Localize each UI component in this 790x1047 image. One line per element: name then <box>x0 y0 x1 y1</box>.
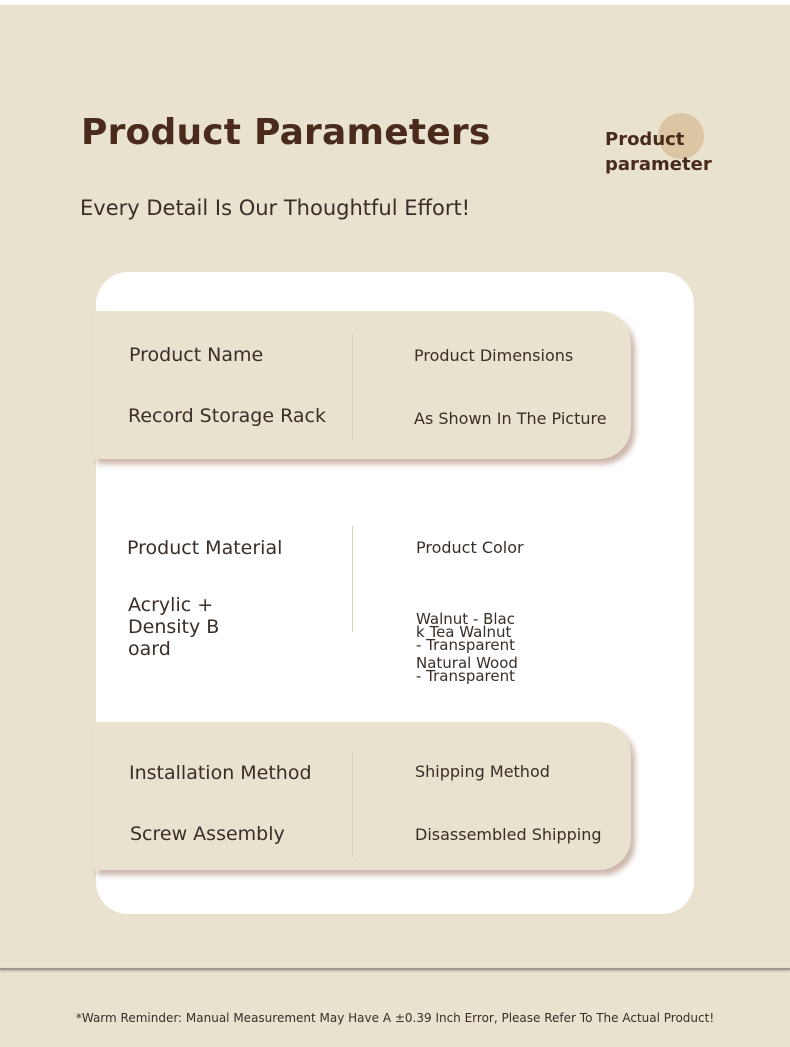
product-dimensions-value: As Shown In The Picture <box>414 409 607 428</box>
page-title: Product Parameters <box>81 112 491 153</box>
parameter-band-bottom <box>93 722 631 870</box>
corner-label: Product parameter <box>605 129 712 175</box>
page-subtitle: Every Detail Is Our Thoughtful Effort! <box>80 196 471 220</box>
footer-divider <box>0 968 790 970</box>
top-border <box>0 0 790 5</box>
color-line: - Transparent <box>416 636 515 654</box>
product-color-label: Product Color <box>416 538 524 557</box>
corner-badge <box>605 127 735 183</box>
color-line: Walnut - Blac <box>416 610 515 628</box>
shipping-method-label: Shipping Method <box>415 762 550 781</box>
product-dimensions-label: Product Dimensions <box>414 346 574 365</box>
product-name-label: Product Name <box>129 344 264 366</box>
installation-method-value: Screw Assembly <box>130 823 285 845</box>
product-material-value: Acrylic + Density B oard <box>128 594 220 660</box>
shipping-method-value: Disassembled Shipping <box>415 825 602 844</box>
color-line: - Transparent <box>416 667 515 685</box>
color-line: Natural Wood <box>416 654 518 672</box>
color-line: k Tea Walnut <box>416 623 512 641</box>
product-material-label: Product Material <box>127 537 283 559</box>
product-name-value: Record Storage Rack <box>128 405 326 427</box>
parameter-band-top <box>93 311 631 459</box>
row1-divider <box>352 335 353 440</box>
row3-divider <box>352 752 353 858</box>
row2-divider <box>352 526 353 632</box>
warm-reminder: *Warm Reminder: Manual Measurement May Have A ±0.39 Inch Error, Please Refer To The Actual Product! <box>75 1011 715 1025</box>
installation-method-label: Installation Method <box>129 762 312 784</box>
